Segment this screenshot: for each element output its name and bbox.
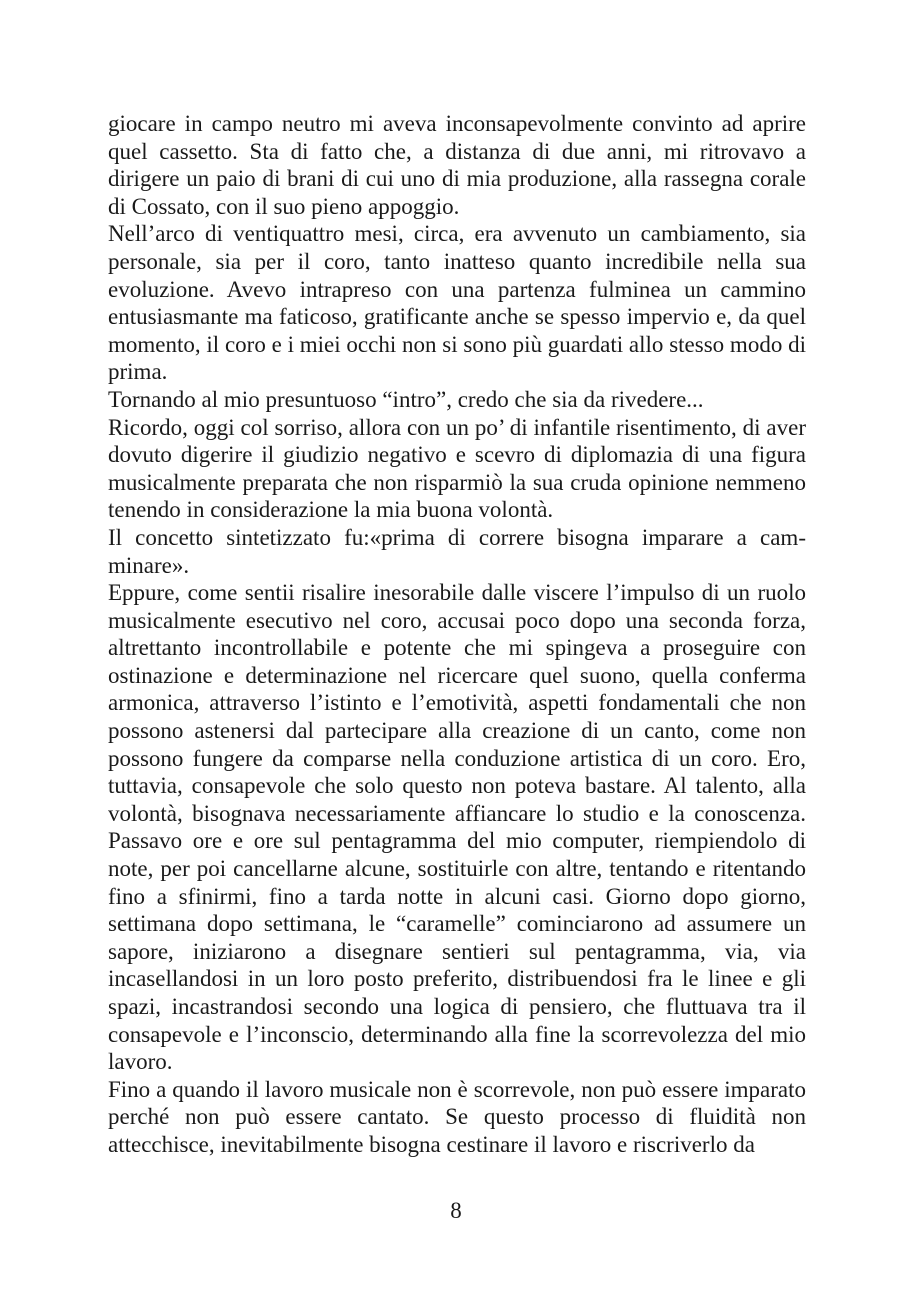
paragraph-2: Nell’arco di ventiquattro mesi, circa, era avvenuto un cambiamento, sia personale, sia per il coro, tanto inatteso quanto incredibile nella sua evoluzione. Avevo intrapreso con una partenza fulminea un cammino entusiasmante ma faticoso, gratificante anche se spesso impervio e, da quel momento, il coro e i miei occhi non si sono più guardati allo stesso modo di prima.: [108, 221, 806, 385]
paragraph-3: Tornando al mio presuntuoso “intro”, credo che sia da rivedere...: [108, 386, 704, 412]
paragraph-7: Fino a quando il lavoro musicale non è scorrevole, non può essere imparato perché non può essere cantato. Se questo processo di fluidità non attecchisce, inevitabilmente bisogna cestinare il lavoro e riscriverlo da: [108, 1076, 806, 1157]
paragraph-5: Il concetto sintetizzato fu:«prima di correre bisogna imparare a camminare».: [108, 524, 806, 578]
paragraph-1: giocare in campo neutro mi aveva inconsapevolmente convinto ad aprire quel cassetto. Sta di fatto che, a distanza di due anni, mi ritrovavo a dirigere un paio di brani di cui uno di mia produzione, alla rassegna corale di Cossato, con il suo pieno appoggio.: [108, 111, 806, 219]
paragraph-6: Eppure, come sentii risalire inesorabile dalle viscere l’impulso di un ruolo musicalmente esecutivo nel coro, accusai poco dopo una seconda forza, altrettanto incontrollabile e potente che mi spingeva a proseguire con ostinazione e determinazione nel ricercare quel suono, quella conferma armonica, attraverso l’istinto e l’emotività, aspetti fondamentali che non possono astenersi dal partecipare alla creazione di un canto, come non possono fungere da comparse nella conduzione artistica di un coro. Ero, tuttavia, consapevole che solo questo non poteva bastare. Al talento, alla volontà, bisognava necessariamente affiancare lo studio e la conoscenza. Passavo ore e ore sul pentagramma del mio computer, riempiendolo di note, per poi cancellarne alcune, sostituirle con altre, tentando e ritentando fino a sfinirmi, fino a tarda notte in alcuni casi. Giorno dopo giorno, settimana dopo settimana, le “caramelle” cominciarono ad assumere un sapore, iniziarono a disegnare sentieri sul pentagramma, via, via incasellandosi in un loro posto preferito, distribuendosi fra le linee e gli spazi, incastrandosi secondo una logica di pensiero, che fluttuava tra il consapevole e l’inconscio, determinando alla fine la scorrevolezza del mio lavoro.: [108, 580, 806, 1075]
page-number: 8: [450, 1198, 462, 1223]
page-body: [108, 110, 806, 1159]
paragraph-4: Ricordo, oggi col sorriso, allora con un po’ di infantile risentimento, di aver dovuto digerire il giudizio negativo e scevro di diplomazia di una figura musicalmente preparata che non risparmiò la sua cruda opinione nemmeno tenendo in considerazione la mia buona volontà.: [108, 414, 806, 523]
